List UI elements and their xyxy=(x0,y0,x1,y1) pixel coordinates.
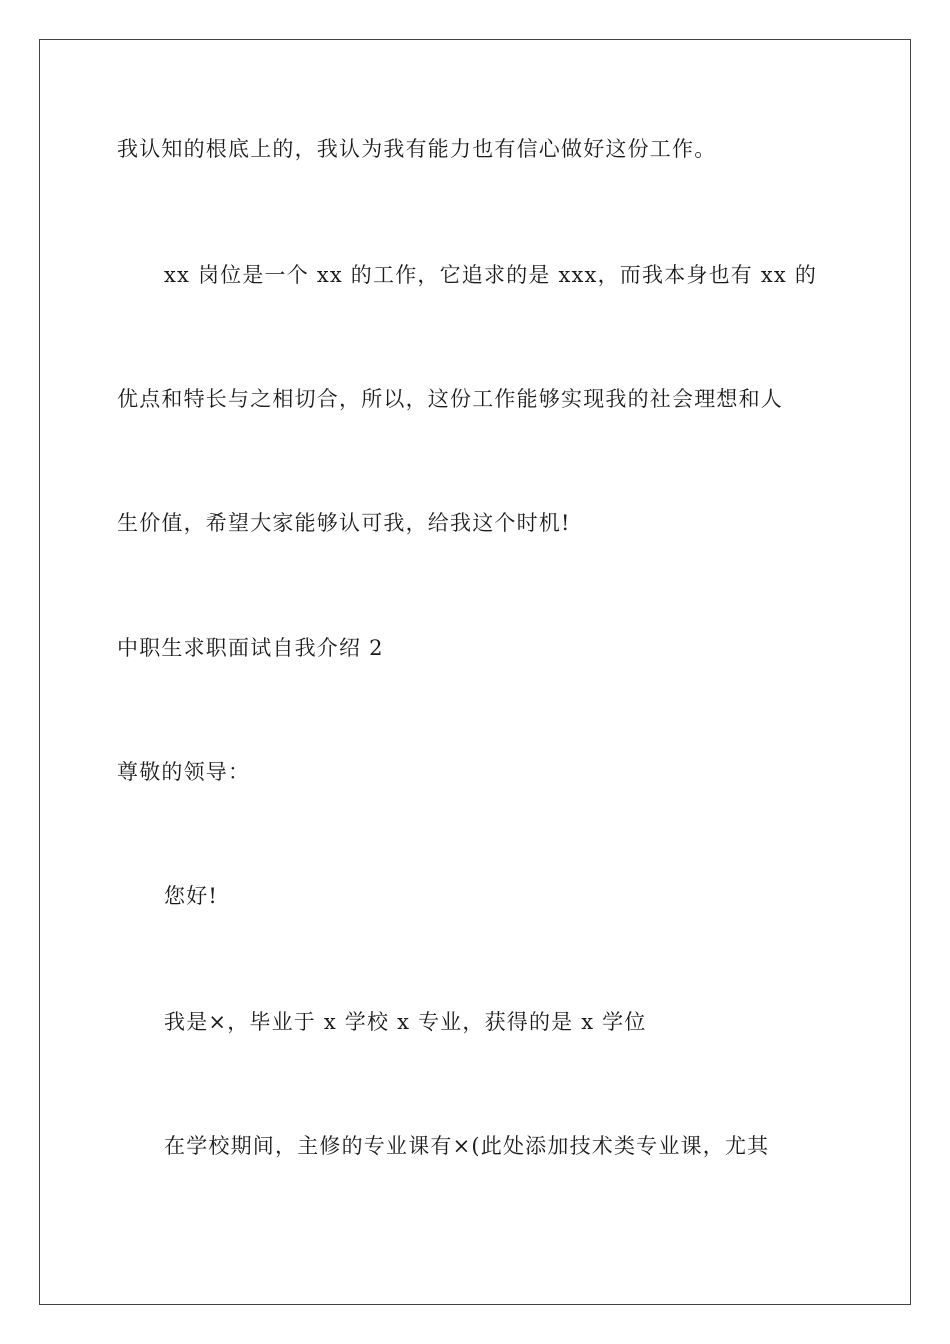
section-heading: 中职生求职面试自我介绍 2 xyxy=(117,636,384,660)
paragraph-line: 生价值，希望大家能够认可我，给我这个时机! xyxy=(117,511,571,535)
paragraph-line: 优点和特长与之相切合，所以，这份工作能够实现我的社会理想和人 xyxy=(117,387,783,411)
page-frame xyxy=(39,39,911,1305)
paragraph-line: 我是×，毕业于 x 学校 x 专业，获得的是 x 学位 xyxy=(164,1010,647,1034)
greeting: 您好! xyxy=(164,884,219,908)
paragraph-line: 在学校期间，主修的专业课有×(此处添加技术类专业课，尤其 xyxy=(164,1134,770,1158)
salutation: 尊敬的领导： xyxy=(117,760,251,784)
paragraph-line: xx 岗位是一个 xx 的工作，它追求的是 xxx，而我本身也有 xx 的 xyxy=(164,263,818,287)
paragraph-line: 我认知的根底上的，我认为我有能力也有信心做好这份工作。 xyxy=(117,137,717,161)
